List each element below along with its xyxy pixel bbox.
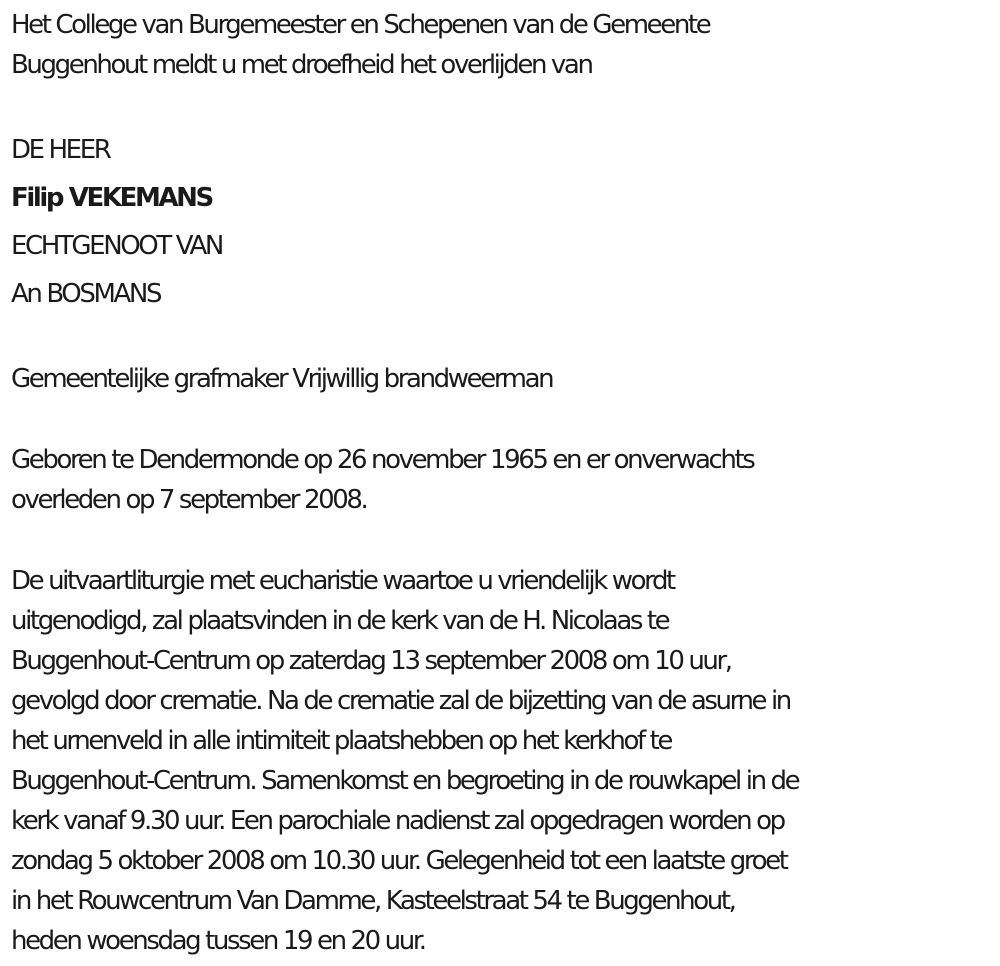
deceased-block xyxy=(11,126,996,318)
deceased-title: DE HEER xyxy=(11,135,110,165)
birth-death-line: overleden op 7 september 2008. xyxy=(11,485,367,515)
roles-paragraph xyxy=(11,359,996,399)
roles-line: Gemeentelijke grafmaker Vrijwillig brandweerman xyxy=(11,364,553,394)
obituary-notice xyxy=(11,0,996,961)
funeral-line: Buggenhout-Centrum op zaterdag 13 september 2008 om 10 uur, xyxy=(11,646,731,676)
intro-paragraph xyxy=(11,5,996,85)
paragraph-gap xyxy=(11,85,996,126)
deceased-name: Filip VEKEMANS xyxy=(11,183,212,213)
birth-death-paragraph xyxy=(11,440,996,520)
paragraph-gap xyxy=(11,520,996,561)
funeral-line: gevolgd door crematie. Na de crematie zal de bijzetting van de asurne in xyxy=(11,686,790,716)
funeral-line: in het Rouwcentrum Van Damme, Kasteelstraat 54 te Buggenhout, xyxy=(11,886,735,916)
funeral-line: De uitvaartliturgie met eucharistie waartoe u vriendelijk wordt xyxy=(11,566,674,596)
paragraph-gap xyxy=(11,399,996,440)
birth-death-line: Geboren te Dendermonde op 26 november 1965 en er onverwachts xyxy=(11,445,754,475)
funeral-line: kerk vanaf 9.30 uur. Een parochiale nadienst zal opgedragen worden op xyxy=(11,806,784,836)
funeral-line: zondag 5 oktober 2008 om 10.30 uur. Gelegenheid tot een laatste groet xyxy=(11,846,787,876)
spouse-name: An BOSMANS xyxy=(11,279,161,309)
relation-label: ECHTGENOOT VAN xyxy=(11,231,222,261)
intro-line: Het College van Burgemeester en Schepenen van de Gemeente xyxy=(11,10,710,40)
intro-line: Buggenhout meldt u met droefheid het overlijden van xyxy=(11,50,592,80)
funeral-line: uitgenodigd, zal plaatsvinden in de kerk van de H. Nicolaas te xyxy=(11,606,669,636)
funeral-line: Buggenhout-Centrum. Samenkomst en begroeting in de rouwkapel in de xyxy=(11,766,799,796)
funeral-paragraph xyxy=(11,561,996,961)
funeral-line: het urnenveld in alle intimiteit plaatshebben op het kerkhof te xyxy=(11,726,671,756)
funeral-line: heden woensdag tussen 19 en 20 uur. xyxy=(11,926,425,956)
paragraph-gap xyxy=(11,318,996,359)
